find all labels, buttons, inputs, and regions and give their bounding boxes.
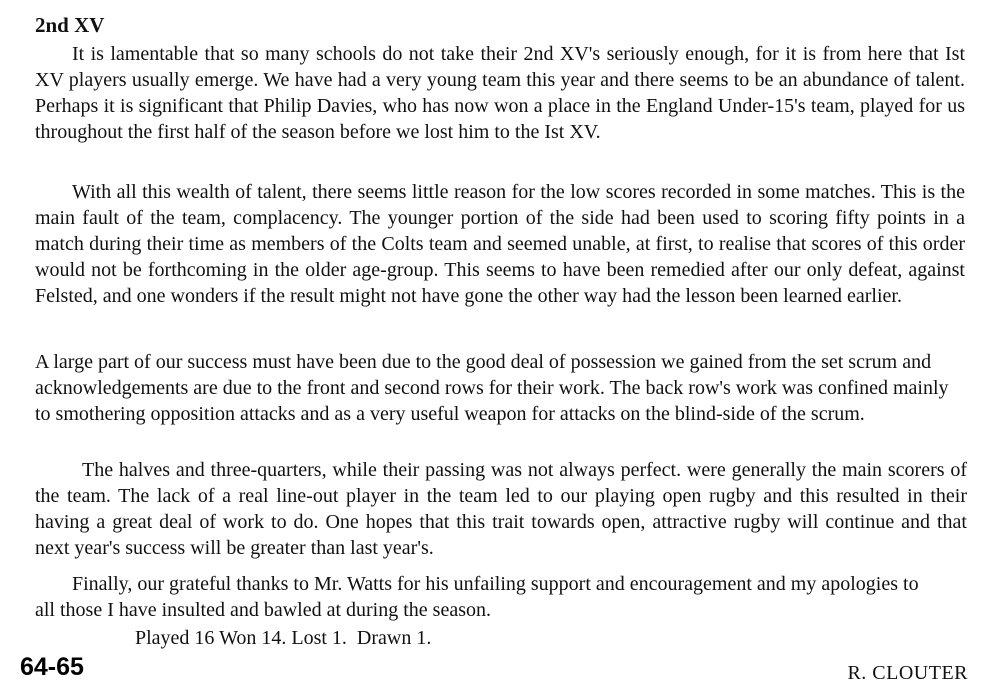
season-record: Played 16 Won 14. Lost 1. Drawn 1.	[135, 627, 432, 649]
paragraph-talent: With all this wealth of talent, there seems little reason for the low scores recorded in some matches. This is the main fault of the team, complacency. The younger portion of the side had been used to scoring fifty points in a match during their time as members of the Colts team and seemed unable, at first, to realise that scores of this order would not be forthcoming in the older age-group. This seems to have been remedied after our only defeat, against Felsted, and one wonders if the result might not have gone the other way had the lesson been learned earlier.	[35, 181, 965, 307]
paragraph-intro: It is lamentable that so many schools do not take their 2nd XV's seriously enough, for it is from here that Ist XV players usually emerge. We have had a very young team this year and there seems to be an abundance of talent. Perhaps it is significant that Philip Davies, who has now won a place in the England Under-15's team, played for us throughout the first half of the season before we lost him to the Ist XV.	[35, 43, 965, 143]
paragraph-backs: The halves and three-quarters, while their passing was not always perfect. were generally the main scorers of the team. The lack of a real line-out player in the team led to our playing open rugby and this resulted in their having a great deal of work to do. One hopes that this trait towards open, attractive rugby will continue and that next year's success will be greater than last year's.	[35, 459, 967, 559]
paragraph-forwards: A large part of our success must have been due to the good deal of possession we gained from the set scrum and acknowledgements are due to the front and second rows for their work. The back row's work was confined mainly to smothering opposition attacks and as a very useful weapon for attacks on the blind-side of the scrum.	[35, 351, 949, 425]
author-signature: R. CLOUTER	[847, 662, 968, 684]
paragraph-thanks: Finally, our grateful thanks to Mr. Watts for his unfailing support and encouragement and my apologies to all those I have insulted and bawled at during the season.	[35, 573, 919, 621]
page-number: 64-65	[20, 653, 84, 681]
section-heading: 2nd XV	[35, 13, 105, 37]
